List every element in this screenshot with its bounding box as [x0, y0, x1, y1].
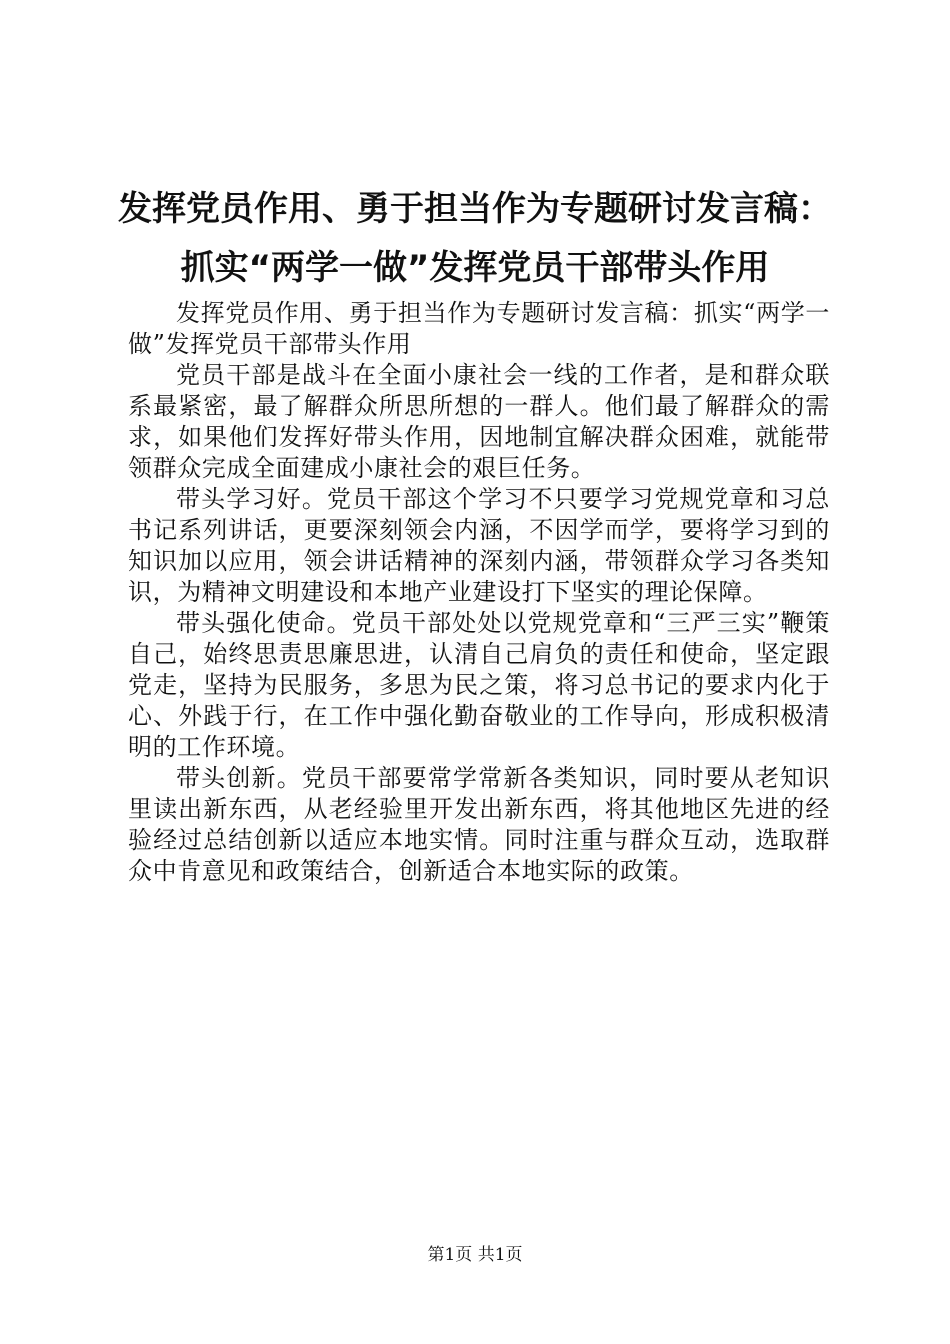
paragraph-lead-innovation: 带头创新。党员干部要常学常新各类知识，同时要从老知识里读出新东西，从老经验里开发出新东西，将其他地区先进的经验经过总结创新以适应本地实情。同时注重与群众互动，选取群众中肯意见和政策结合，创新适合本地实际的政策。	[128, 764, 830, 885]
paragraph-intro: 发挥党员作用、勇于担当作为专题研讨发言稿：抓实“两学一做”发挥党员干部带头作用	[128, 299, 830, 358]
document-body	[128, 298, 830, 887]
paragraph-lead-study: 带头学习好。党员干部这个学习不只要学习党规党章和习总书记系列讲话，更要深刻领会内涵，不因学而学，要将学习到的知识加以应用，领会讲话精神的深刻内涵，带领群众学习各类知识，为精神文明建设和本地产业建设打下坚实的理论保障。	[128, 485, 830, 606]
document-title-line-1: 发挥党员作用、勇于担当作为专题研讨发言稿：	[118, 189, 832, 229]
paragraph-cadre-role: 党员干部是战斗在全面小康社会一线的工作者，是和群众联系最紧密，最了解群众所思所想的一群人。他们最了解群众的需求，如果他们发挥好带头作用，因地制宜解决群众困难，就能带领群众完成全面建成小康社会的艰巨任务。	[128, 361, 830, 482]
paragraph-lead-mission: 带头强化使命。党员干部处处以党规党章和“三严三实”鞭策自己，始终思责思廉思进，认清自己肩负的责任和使命，坚定跟党走，坚持为民服务，多思为民之策，将习总书记的要求内化于心、外践于行，在工作中强化勤奋敬业的工作导向，形成积极清明的工作环境。	[128, 609, 830, 761]
page-footer: 第1页 共1页	[427, 1245, 523, 1265]
document-title-line-2: 抓实“两学一做”发挥党员干部带头作用	[180, 248, 770, 288]
